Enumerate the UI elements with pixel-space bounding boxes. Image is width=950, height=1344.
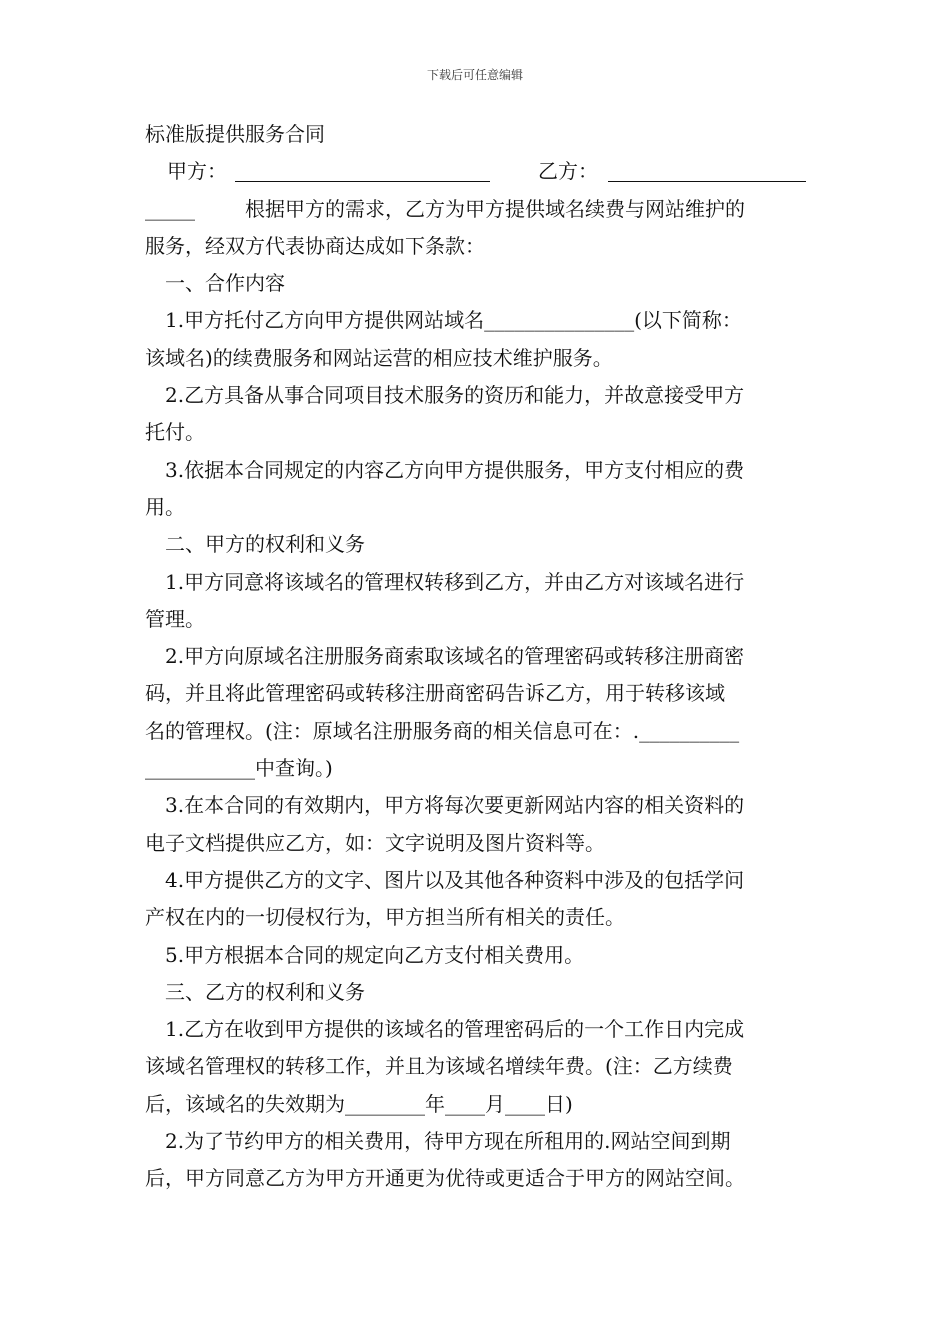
s3-clause-1-line-2: 该域名管理权的转移工作，并且为该域名增续年费。(注：乙方续费 bbox=[145, 1054, 733, 1079]
s1-clause-2-line-1: 2.乙方具备从事合同项目技术服务的资历和能力，并故意接受甲方 bbox=[165, 383, 745, 408]
s2-clause-1-line-1: 1.甲方同意将该域名的管理权转移到乙方，并由乙方对该域名进行 bbox=[165, 569, 745, 594]
s1-clause-3-line-1: 3.依据本合同规定的内容乙方向甲方提供服务，甲方支付相应的费 bbox=[165, 457, 745, 482]
s2-clause-4-line-2: 产权在内的一切侵权行为，甲方担当所有相关的责任。 bbox=[145, 905, 625, 930]
s2-clause-3-line-2: 电子文档提供应乙方，如：文字说明及图片资料等。 bbox=[145, 830, 605, 855]
s2-clause-5: 5.甲方根据本合同的规定向乙方支付相关费用。 bbox=[165, 942, 585, 967]
s3-clause-1-line-1: 1.乙方在收到甲方提供的该域名的管理密码后的一个工作日内完成 bbox=[165, 1017, 745, 1042]
intro-blank: _____ bbox=[145, 196, 195, 221]
section-2-heading: 二、甲方的权利和义务 bbox=[165, 532, 365, 557]
section-3-heading: 三、乙方的权利和义务 bbox=[165, 979, 365, 1004]
s3-clause-2-line-2: 后，甲方同意乙方为甲方开通更为优待或更适合于甲方的网站空间。 bbox=[145, 1166, 745, 1191]
intro-line-2: 服务，经双方代表协商达成如下条款： bbox=[145, 233, 485, 258]
s2-clause-2-line-4: ___________中查询。) bbox=[145, 756, 333, 781]
s1-clause-1-line-2: 该域名)的续费服务和网站运营的相应技术维护服务。 bbox=[145, 345, 613, 370]
party-b-label: 乙方： bbox=[538, 159, 598, 184]
s3-clause-2-line-1: 2.为了节约甲方的相关费用，待甲方现在所租用的.网站空间到期 bbox=[165, 1129, 731, 1154]
s2-clause-4-line-1: 4.甲方提供乙方的文字、图片以及其他各种资料中涉及的包括学问 bbox=[165, 867, 745, 892]
section-1-heading: 一、合作内容 bbox=[165, 271, 285, 296]
s2-clause-2-line-1: 2.甲方向原域名注册服务商索取该域名的管理密码或转移注册商密 bbox=[165, 644, 745, 669]
s1-clause-3-line-2: 用。 bbox=[145, 494, 185, 519]
s3-clause-1-line-3: 后，该域名的失效期为________年____月____日) bbox=[145, 1091, 573, 1116]
party-b-blank bbox=[608, 159, 806, 182]
s1-clause-2-line-2: 托付。 bbox=[145, 420, 205, 445]
intro-line-1 bbox=[145, 191, 810, 228]
s2-clause-2-line-3: 名的管理权。(注：原域名注册服务商的相关信息可在：.__________ bbox=[145, 718, 740, 743]
party-signature-line bbox=[145, 153, 810, 190]
party-a-label: 甲方： bbox=[167, 159, 227, 184]
page-header: 下载后可任意编辑 bbox=[426, 68, 523, 82]
s2-clause-2-line-2: 码，并且将此管理密码或转移注册商密码告诉乙方，用于转移该域 bbox=[145, 681, 725, 706]
s2-clause-3-line-1: 3.在本合同的有效期内，甲方将每次要更新网站内容的相关资料的 bbox=[165, 793, 745, 818]
party-a-blank bbox=[235, 159, 490, 182]
intro-text-1: 根据甲方的需求，乙方为甲方提供域名续费与网站维护的 bbox=[245, 196, 745, 221]
s2-clause-1-line-2: 管理。 bbox=[145, 606, 205, 631]
contract-body bbox=[145, 116, 810, 1198]
document-title: 标准版提供服务合同 bbox=[145, 122, 325, 146]
s1-clause-1-line-1: 1.甲方托付乙方向甲方提供网站域名_______________(以下简称： bbox=[165, 308, 742, 333]
